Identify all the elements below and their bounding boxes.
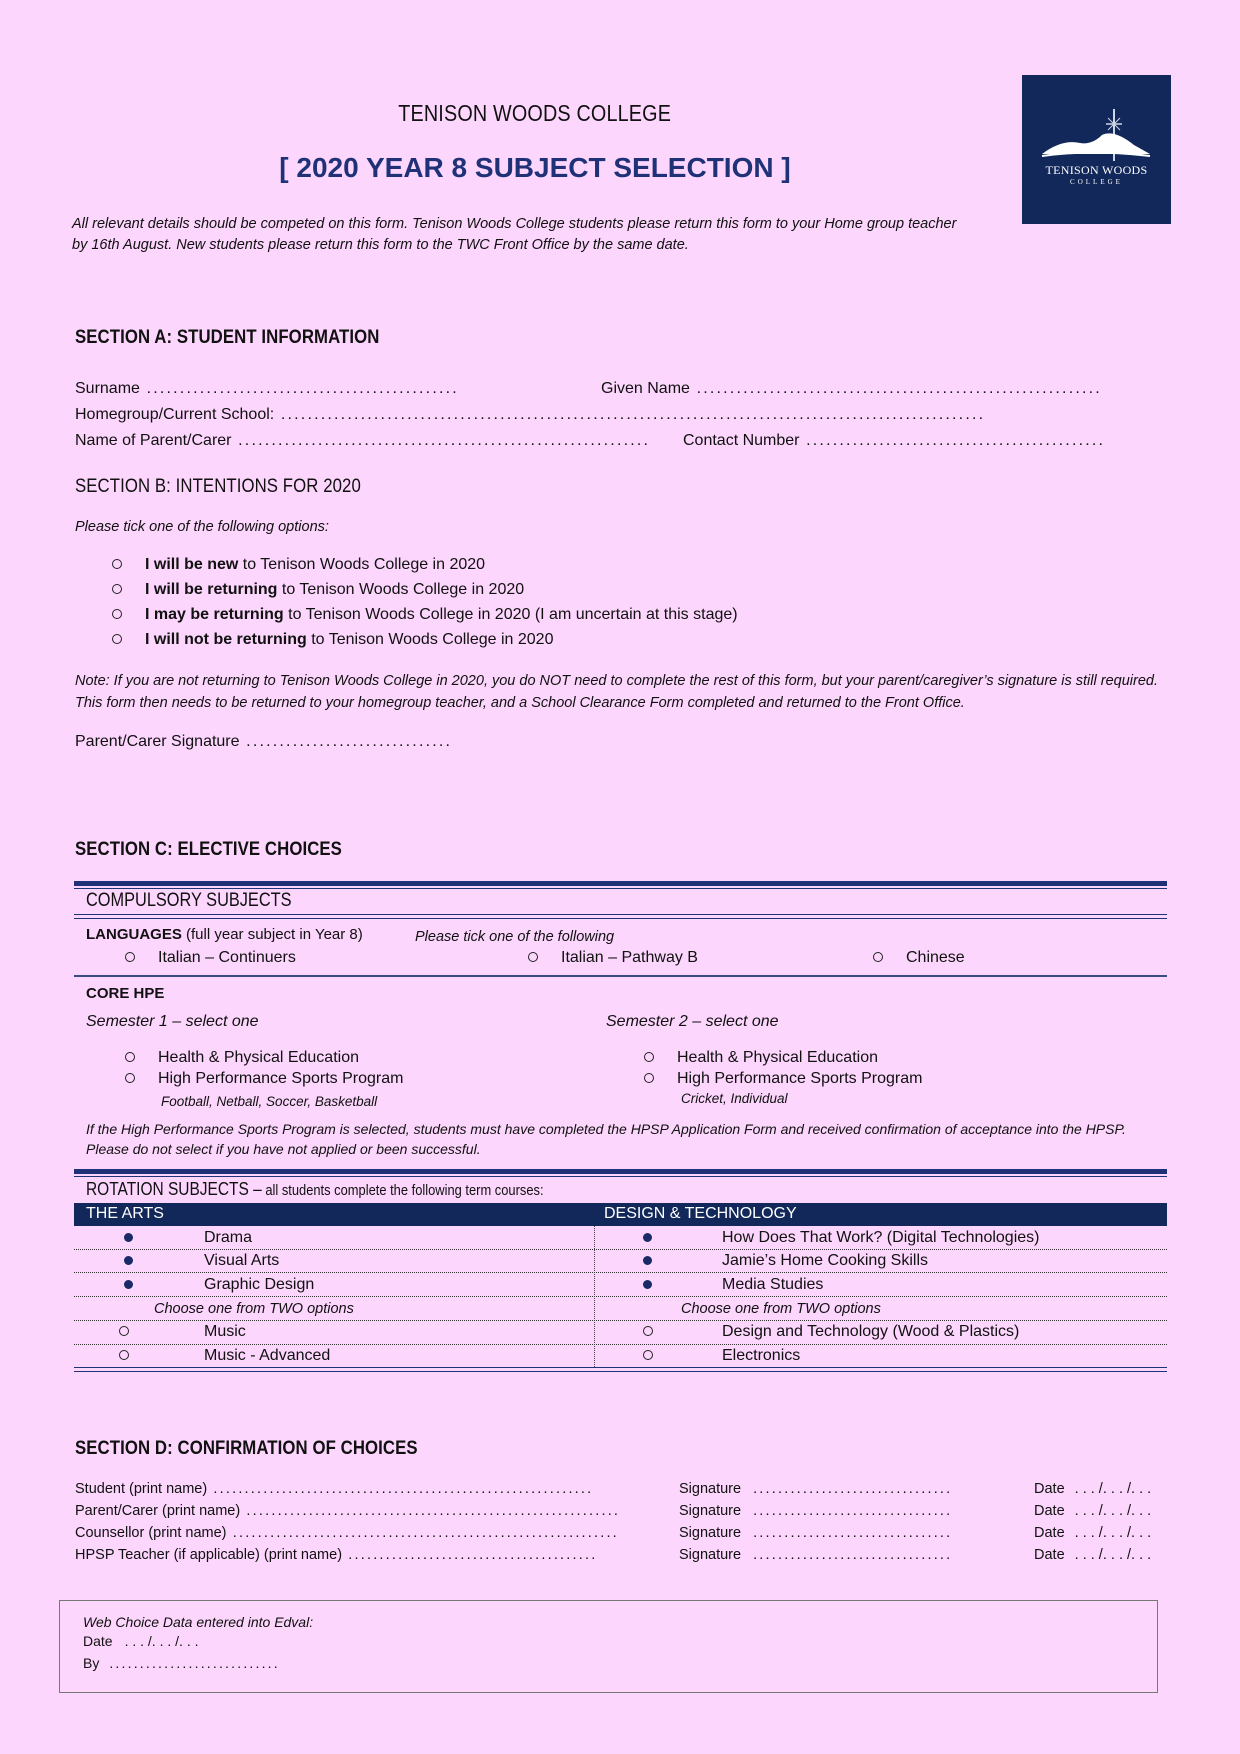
row-divider bbox=[74, 1249, 1167, 1250]
student-date-field[interactable]: Date . . . /. . . /. . . bbox=[1034, 1481, 1152, 1497]
student-name-field[interactable]: Student (print name) ............................................................. bbox=[75, 1481, 594, 1497]
radio-icon[interactable] bbox=[528, 952, 538, 962]
divider bbox=[74, 1176, 1167, 1177]
logo-text: TENISON WOODS bbox=[1045, 163, 1148, 177]
bullet-icon bbox=[643, 1256, 652, 1265]
radio-icon[interactable] bbox=[643, 1350, 653, 1360]
compulsory-subjects-heading: COMPULSORY SUBJECTS bbox=[86, 890, 292, 911]
section-b-note: Note: If you are not returning to Tenison Woods College in 2020, you do NOT need to complete the rest of this form, but your parent/caregiver’s signature is still required. This form then needs to be returned to your homegroup teacher, and a School Clearance Form completed and returned to the Front Office. bbox=[75, 673, 1158, 711]
sem2-hpsp-option[interactable]: High Performance Sports Program bbox=[644, 1070, 922, 1088]
radio-icon[interactable] bbox=[119, 1326, 129, 1336]
parent-date-field[interactable]: Date . . . /. . . /. . . bbox=[1034, 1503, 1152, 1519]
hpsp-teacher-name-field[interactable]: HPSP Teacher (if applicable) (print name) ........................................ bbox=[75, 1547, 598, 1563]
language-italian-pathway-b[interactable]: Italian – Pathway B bbox=[528, 949, 698, 967]
design-technology-heading: DESIGN & TECHNOLOGY bbox=[604, 1205, 797, 1222]
student-signature-field[interactable]: Signature ................................ bbox=[679, 1481, 953, 1497]
the-arts-heading: THE ARTS bbox=[86, 1205, 164, 1222]
row-divider bbox=[74, 1320, 1167, 1321]
radio-icon[interactable] bbox=[643, 1326, 653, 1336]
rotation-header-band bbox=[74, 1203, 1167, 1226]
radio-icon[interactable] bbox=[119, 1350, 129, 1360]
divider bbox=[74, 918, 1167, 919]
design-electronics[interactable]: Electronics bbox=[643, 1347, 653, 1365]
radio-icon[interactable] bbox=[112, 559, 122, 569]
page-title: [ 2020 YEAR 8 SUBJECT SELECTION ] bbox=[279, 152, 791, 183]
radio-icon[interactable] bbox=[112, 634, 122, 644]
divider bbox=[74, 1371, 1167, 1372]
radio-icon[interactable] bbox=[125, 952, 135, 962]
given-name-field[interactable]: Given Name ............................................................. bbox=[601, 380, 1102, 397]
row-divider bbox=[74, 1296, 1167, 1297]
core-hpe-label: CORE HPE bbox=[86, 985, 165, 1002]
contact-number-field[interactable]: Contact Number ............................................. bbox=[683, 432, 1106, 449]
parent-signature-field[interactable]: Parent/Carer Signature ............................... bbox=[75, 733, 453, 750]
option-may-return[interactable]: I may be returning to Tenison Woods College in 2020 (I am uncertain at this stage) bbox=[112, 606, 738, 624]
option-returning[interactable]: I will be returning to Tenison Woods College in 2020 bbox=[112, 581, 524, 599]
design-media-studies: Media Studies bbox=[643, 1276, 652, 1294]
option-new[interactable]: I will be new to Tenison Woods College in 2020 bbox=[112, 556, 485, 574]
sem2-sports: Cricket, Individual bbox=[681, 1091, 788, 1106]
hpsp-note: If the High Performance Sports Program is selected, students must have completed the HPSP Application Form and received confirmation of acceptance into the HPSP. Please do not select if you have not applied or been successful. bbox=[86, 1121, 1126, 1157]
radio-icon[interactable] bbox=[644, 1052, 654, 1062]
design-home-cooking: Jamie’s Home Cooking Skills bbox=[643, 1252, 652, 1270]
languages-label: LANGUAGES (full year subject in Year 8) bbox=[86, 926, 363, 943]
divider bbox=[74, 1169, 1167, 1174]
sem1-hpsp-option[interactable]: High Performance Sports Program bbox=[125, 1070, 403, 1088]
semester-2-label: Semester 2 – select one bbox=[606, 1013, 779, 1030]
divider bbox=[74, 1367, 1167, 1368]
bullet-icon bbox=[643, 1280, 652, 1289]
web-choice-by-field[interactable]: By ............................ bbox=[83, 1655, 280, 1671]
radio-icon[interactable] bbox=[125, 1073, 135, 1083]
homegroup-field[interactable]: Homegroup/Current School: .......................................................................................................... bbox=[75, 406, 986, 423]
arts-choose-text: Choose one from TWO options bbox=[154, 1301, 354, 1317]
language-chinese[interactable]: Chinese bbox=[873, 949, 965, 967]
section-b-instruction: Please tick one of the following options: bbox=[75, 519, 329, 535]
design-digital-tech: How Does That Work? (Digital Technologies) bbox=[643, 1229, 652, 1247]
row-divider bbox=[74, 1272, 1167, 1273]
option-not-returning[interactable]: I will not be returning to Tenison Woods College in 2020 bbox=[112, 631, 553, 649]
radio-icon[interactable] bbox=[644, 1073, 654, 1083]
web-choice-date-field[interactable]: Date . . . /. . . /. . . bbox=[83, 1633, 199, 1649]
languages-instruction: Please tick one of the following bbox=[415, 929, 615, 945]
hpsp-signature-field[interactable]: Signature ................................ bbox=[679, 1547, 953, 1563]
bullet-icon bbox=[643, 1233, 652, 1242]
radio-icon[interactable] bbox=[873, 952, 883, 962]
counsellor-date-field[interactable]: Date . . . /. . . /. . . bbox=[1034, 1525, 1152, 1541]
radio-icon[interactable] bbox=[112, 584, 122, 594]
design-choose-text: Choose one from TWO options bbox=[681, 1301, 881, 1317]
web-choice-box bbox=[59, 1600, 1158, 1693]
divider bbox=[74, 881, 1167, 886]
school-name: TENISON WOODS COLLEGE bbox=[398, 100, 672, 126]
section-d-heading: SECTION D: CONFIRMATION OF CHOICES bbox=[75, 1437, 418, 1459]
arts-visual-arts: Visual Arts bbox=[124, 1252, 133, 1270]
section-c-heading: SECTION C: ELECTIVE CHOICES bbox=[75, 838, 342, 860]
bullet-icon bbox=[124, 1233, 133, 1242]
counsellor-name-field[interactable]: Counsellor (print name) .............................................................. bbox=[75, 1525, 619, 1541]
sem1-hpe-option[interactable]: Health & Physical Education bbox=[125, 1049, 359, 1067]
row-divider bbox=[74, 1344, 1167, 1345]
logo-subtext: COLLEGE bbox=[1070, 178, 1123, 186]
arts-graphic-design: Graphic Design bbox=[124, 1276, 133, 1294]
parent-signature-d-field[interactable]: Signature ................................ bbox=[679, 1503, 953, 1519]
bullet-icon bbox=[124, 1280, 133, 1289]
bullet-icon bbox=[124, 1256, 133, 1265]
divider bbox=[74, 914, 1167, 915]
divider bbox=[74, 975, 1167, 977]
sem2-hpe-option[interactable]: Health & Physical Education bbox=[644, 1049, 878, 1067]
sem1-sports: Football, Netball, Soccer, Basketball bbox=[161, 1094, 378, 1109]
section-a-heading: SECTION A: STUDENT INFORMATION bbox=[75, 326, 380, 348]
intro-text: All relevant details should be competed on this form. Tenison Woods College students please return this form to your Home group teacher by 16th August. New students please return this form to the TWC Front Office by the same date. bbox=[72, 216, 957, 253]
parent-name-print-field[interactable]: Parent/Carer (print name) ............................................................ bbox=[75, 1503, 621, 1519]
arts-drama: Drama bbox=[124, 1229, 133, 1247]
section-b-heading: SECTION B: INTENTIONS FOR 2020 bbox=[75, 475, 361, 497]
semester-1-label: Semester 1 – select one bbox=[86, 1013, 259, 1030]
language-italian-continuers[interactable]: Italian – Continuers bbox=[125, 949, 296, 967]
parent-name-field[interactable]: Name of Parent/Carer .............................................................. bbox=[75, 432, 651, 449]
web-choice-title: Web Choice Data entered into Edval: bbox=[83, 1614, 314, 1630]
radio-icon[interactable] bbox=[125, 1052, 135, 1062]
arts-music-advanced[interactable]: Music - Advanced bbox=[119, 1347, 129, 1365]
rotation-subjects-heading: ROTATION SUBJECTS – all students complete the following term courses: bbox=[86, 1179, 544, 1199]
logo-mountain-icon bbox=[1022, 75, 1171, 165]
surname-field[interactable]: Surname ............................................... bbox=[75, 380, 459, 397]
hpsp-date-field[interactable]: Date . . . /. . . /. . . bbox=[1034, 1547, 1152, 1563]
arts-music[interactable]: Music bbox=[119, 1323, 129, 1341]
counsellor-signature-field[interactable]: Signature ................................ bbox=[679, 1525, 953, 1541]
design-wood-plastics[interactable]: Design and Technology (Wood & Plastics) bbox=[643, 1323, 653, 1341]
radio-icon[interactable] bbox=[112, 609, 122, 619]
college-logo bbox=[1022, 75, 1171, 224]
